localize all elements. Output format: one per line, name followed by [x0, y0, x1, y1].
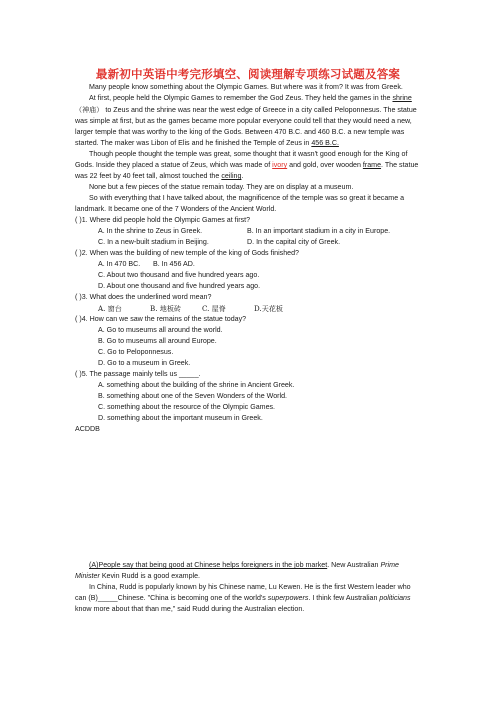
question-3: ( )3. What does the underlined word mean? — [75, 293, 212, 301]
question-1-options-ab — [75, 226, 420, 237]
underlined-ivory: ivory — [272, 161, 288, 169]
question-3-options — [75, 303, 420, 314]
option: A. 窗台 — [98, 304, 122, 313]
option: C. something about the resource of the Olympic Games. — [98, 403, 276, 411]
passage-1 — [75, 82, 420, 435]
underlined-sentence-a: People say that being good at Chinese helps foreigners in the job market — [98, 561, 328, 569]
option: A. In the shrine to Zeus in Greek. — [98, 227, 203, 235]
answer-key: ACDDB — [75, 425, 100, 433]
option: B. Go to museums all around Europe. — [98, 337, 217, 345]
document-title: 最新初中英语中考完形填空、阅读理解专项练习试题及答案 — [95, 67, 401, 81]
option: A. something about the building of the shrine in Ancient Greek. — [98, 381, 295, 389]
paragraph-1: Many people know something about the Olympic Games. But where was it from? It was from Greek. — [89, 83, 403, 91]
question-2-options-ab — [75, 259, 420, 270]
blank-b: _____ — [97, 594, 118, 602]
shrine-gloss: （神庙） — [75, 105, 104, 114]
option: B. 地板砖 — [150, 304, 182, 313]
underlined-frame: frame — [362, 161, 382, 169]
option: C. 屋脊 — [202, 304, 226, 313]
underlined-ceiling: ceiling — [221, 172, 242, 180]
option: D. In the capital city of Greek. — [247, 238, 341, 246]
question-5: ( )5. The passage mainly tells us _____. — [75, 370, 201, 378]
question-2: ( )2. When was the building of new temple of the king of Gods finished? — [75, 249, 299, 257]
underlined-year: 456 B.C. — [311, 139, 339, 147]
option: C. Go to Peloponnesus. — [98, 348, 174, 356]
option: A. Go to museums all around the world. — [98, 326, 223, 334]
passage-2-paragraph-1: (A)People say that being good at Chinese helps foreigners in the job market. New Australian Prime Minister Kevin Rudd is a good example. — [75, 561, 399, 580]
option: C. About two thousand and five hundred years ago. — [98, 271, 260, 279]
option: D.天花板 — [254, 304, 283, 313]
option: B. In an important stadium in a city in Europe. — [247, 227, 391, 235]
paragraph-4: None but a few pieces of the statue remain today. They are on display at a museum. — [89, 183, 354, 191]
option: A. In 470 BC. — [98, 260, 141, 268]
paragraph-2: At first, people held the Olympic Games to remember the God Zeus. They held the games in the shrine（神庙） to Zeus and the shrine was near the west edge of Greece in a city called Peloponnesus. The statue was simple at first, but as the games became more popular everyone could tell that they would need a new, larger temple that was worthy to the king of the Gods. Between 470 B.C. and 460 B.C. a new temple was started. The maker was Libon of Elis and he finished the Temple of Zeus in 456 B.C. — [75, 94, 417, 147]
question-4: ( )4. How can we saw the remains of the statue today? — [75, 315, 247, 323]
passage-2 — [75, 560, 420, 615]
option: D. something about the important museum in Greek. — [98, 414, 263, 422]
question-1-options-cd — [75, 237, 420, 248]
passage-2-paragraph-2: In China, Rudd is popularly known by his Chinese name, Lu Kewen. He is the first Western leader who can (B)_____Chinese. "China is becoming one of the world's superpowers. I think few Australian politicians know more about that than me," said Rudd during the Australian election. — [75, 583, 411, 613]
underlined-shrine: shrine — [392, 94, 412, 102]
paragraph-3: Though people thought the temple was great, some thought that it wasn't good enough for the King of Gods. Inside they placed a statue of Zeus, which was made of ivory and gold, over wooden frame. The statue was 22 feet by 40 feet tall, almost touched the ceiling. — [75, 150, 419, 180]
paragraph-5: So with everything that I have talked about, the magnificence of the temple was so great it became a landmark. It became one of the 7 Wonders of the Ancient World. — [75, 194, 405, 213]
option: D. Go to a museum in Greek. — [98, 359, 191, 367]
option: D. About one thousand and five hundred years ago. — [98, 282, 261, 290]
question-1: ( )1. Where did people hold the Olympic Games at first? — [75, 216, 251, 224]
option: B. In 456 AD. — [153, 260, 195, 268]
option: B. something about one of the Seven Wonders of the World. — [98, 392, 288, 400]
option: C. In a new-built stadium in Beijing. — [98, 238, 209, 246]
